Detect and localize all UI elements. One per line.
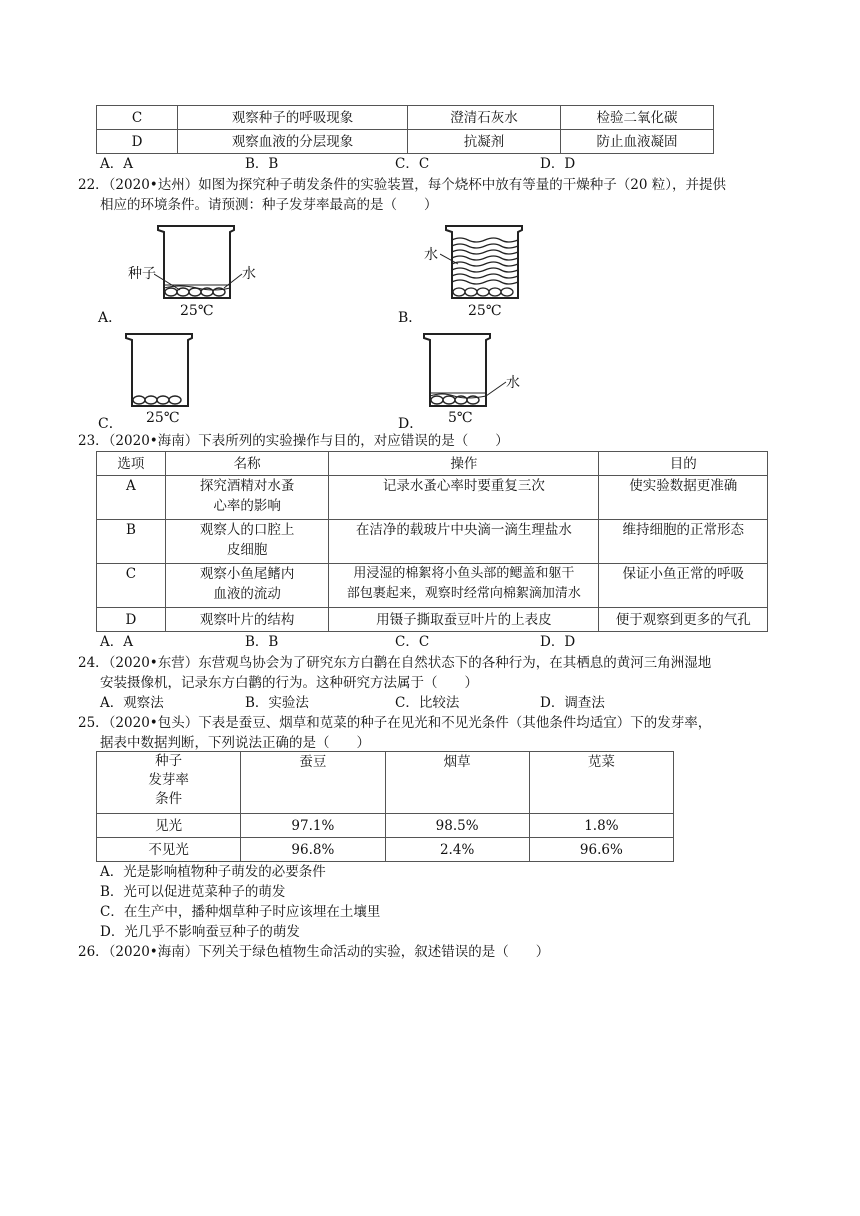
- fig-b-water-label: 水: [424, 247, 438, 263]
- corner-label: 条件: [155, 791, 183, 807]
- choice-d: D．调查法: [540, 695, 605, 711]
- table-cell: 见光: [97, 814, 241, 838]
- table-cell: A: [97, 476, 166, 520]
- table-row: [97, 752, 674, 814]
- table-cell: 澄清石灰水: [408, 106, 561, 130]
- table-cell: 抗凝剂: [408, 130, 561, 154]
- fig-c-temp: 25℃: [146, 410, 180, 426]
- table-cell: 使实验数据更准确: [599, 476, 768, 520]
- leader-line: [222, 272, 244, 290]
- fig-c-letter: C．: [98, 416, 123, 432]
- q24-stem-line2: 安装摄像机，记录东方白鹳的行为。这种研究方法属于（ ）: [100, 675, 478, 691]
- table-cell: 观察叶片的结构: [165, 608, 329, 632]
- fig-a-letter: A．: [98, 310, 123, 326]
- choice-a: A．A: [100, 634, 133, 650]
- beaker-c-icon: [122, 330, 197, 412]
- table-row: [97, 608, 768, 632]
- q23-stem: 23．（2020•海南）下表所列的实验操作与目的，对应错误的是（ ）: [78, 433, 509, 449]
- table-cell: 97.1%: [241, 814, 385, 838]
- q22-stem-line1: 22．（2020•达州）如图为探究种子萌发条件的实验装置，每个烧杯中放有等量的干燥种子（20 粒），并提供: [78, 177, 726, 193]
- fig-d-letter: D．: [398, 416, 424, 432]
- table-cell: 2.4%: [385, 838, 529, 862]
- table-cell: 98.5%: [385, 814, 529, 838]
- table-header: 选项: [97, 452, 166, 476]
- fig-a-seed-label: 种子: [128, 266, 156, 282]
- table-cell: D: [97, 130, 178, 154]
- table-cell: 便于观察到更多的气孔: [599, 608, 768, 632]
- table-cell: C: [97, 564, 166, 608]
- fig-a-water-label: 水: [242, 266, 256, 282]
- choice-c: C．比较法: [395, 695, 460, 711]
- table-cell: [329, 564, 599, 608]
- leader-line: [440, 252, 460, 266]
- choice-a: A．观察法: [100, 695, 164, 711]
- leader-line: [484, 380, 508, 398]
- table-cell: 保证小鱼正常的呼吸: [599, 564, 768, 608]
- fig-a-temp: 25℃: [180, 303, 214, 319]
- table-cell: [165, 476, 329, 520]
- table-cell: [165, 520, 329, 564]
- table-header: 目的: [599, 452, 768, 476]
- table-header: 蚕豆: [241, 752, 385, 814]
- table-header: 烟草: [385, 752, 529, 814]
- table-header: 苋菜: [529, 752, 673, 814]
- table-cell: 1.8%: [529, 814, 673, 838]
- choice-c: C．C: [395, 634, 430, 650]
- table-cell: 观察血液的分层现象: [178, 130, 408, 154]
- choice-b: B．实验法: [245, 695, 309, 711]
- q25-table: [96, 751, 674, 862]
- table-row: [97, 564, 768, 608]
- table-row: [97, 130, 714, 154]
- cell-line: 部包裹起来，观察时经常向棉絮滴加清水: [346, 586, 581, 601]
- q23-table: [96, 451, 768, 632]
- table-cell: B: [97, 520, 166, 564]
- corner-label: 发芽率: [148, 772, 189, 788]
- cell-line: 用浸湿的棉絮将小鱼头部的鳃盖和躯干: [353, 566, 575, 581]
- table-cell: 96.6%: [529, 838, 673, 862]
- table-cell: 96.8%: [241, 838, 385, 862]
- table-cell: [165, 564, 329, 608]
- fig-d-water-label: 水: [506, 375, 520, 391]
- choice-b: B．光可以促进苋菜种子的萌发: [100, 884, 286, 900]
- q22-stem-line2: 相应的环境条件。请预测：种子发芽率最高的是（ ）: [100, 197, 438, 213]
- table-cell: 在洁净的载玻片中央滴一滴生理盐水: [329, 520, 599, 564]
- choice-b: B．B: [245, 156, 279, 172]
- corner-label: 种子: [155, 753, 183, 769]
- beaker-d-icon: [420, 330, 495, 412]
- table-corner-cell: [97, 752, 241, 814]
- table-cell: 防止血液凝固: [561, 130, 714, 154]
- choice-a: A．光是影响植物种子萌发的必要条件: [100, 864, 326, 880]
- table-cell: D: [97, 608, 166, 632]
- table-row: [97, 452, 768, 476]
- q26-stem: 26．（2020•海南）下列关于绿色植物生命活动的实验，叙述错误的是（ ）: [78, 944, 550, 960]
- table-row: [97, 838, 674, 862]
- q25-stem-line2: 据表中数据判断，下列说法正确的是（ ）: [100, 735, 370, 751]
- choice-d: D．D: [540, 156, 576, 172]
- table-cell: 用镊子撕取蚕豆叶片的上表皮: [329, 608, 599, 632]
- q25-stem-line1: 25．（2020•包头）下表是蚕豆、烟草和苋菜的种子在见光和不见光条件（其他条件均适宜）下的发芽率，: [78, 715, 712, 731]
- q24-stem-line1: 24．（2020•东营）东营观鸟协会为了研究东方白鹳在自然状态下的各种行为，在其栖息的黄河三角洲湿地: [78, 655, 712, 671]
- cell-line: 血液的流动: [213, 586, 281, 602]
- choice-b: B．B: [245, 634, 279, 650]
- cell-line: 观察小鱼尾鳍内: [199, 566, 295, 582]
- table-cell: 记录水蚤心率时要重复三次: [329, 476, 599, 520]
- fig-b-temp: 25℃: [468, 303, 502, 319]
- q21-table: [96, 105, 714, 154]
- choice-c: C．在生产中，播种烟草种子时应该埋在土壤里: [100, 904, 381, 920]
- cell-line: 探究酒精对水蚤: [199, 478, 295, 494]
- choice-d: D．D: [540, 634, 576, 650]
- fig-d-temp: 5℃: [448, 410, 473, 426]
- table-header: 操作: [329, 452, 599, 476]
- fig-b-letter: B．: [398, 310, 423, 326]
- table-row: [97, 814, 674, 838]
- choice-c: C．C: [395, 156, 430, 172]
- cell-line: 皮细胞: [226, 542, 268, 558]
- table-cell: 观察种子的呼吸现象: [178, 106, 408, 130]
- table-header: 名称: [165, 452, 329, 476]
- choice-d: D．光几乎不影响蚕豆种子的萌发: [100, 924, 300, 940]
- table-cell: 检验二氧化碳: [561, 106, 714, 130]
- table-cell: C: [97, 106, 178, 130]
- leader-line: [154, 272, 184, 292]
- table-row: [97, 476, 768, 520]
- table-cell: 维持细胞的正常形态: [599, 520, 768, 564]
- table-cell: 不见光: [97, 838, 241, 862]
- table-row: [97, 106, 714, 130]
- cell-line: 观察人的口腔上: [199, 522, 295, 538]
- table-row: [97, 520, 768, 564]
- choice-a: A．A: [100, 156, 133, 172]
- cell-line: 心率的影响: [213, 498, 281, 514]
